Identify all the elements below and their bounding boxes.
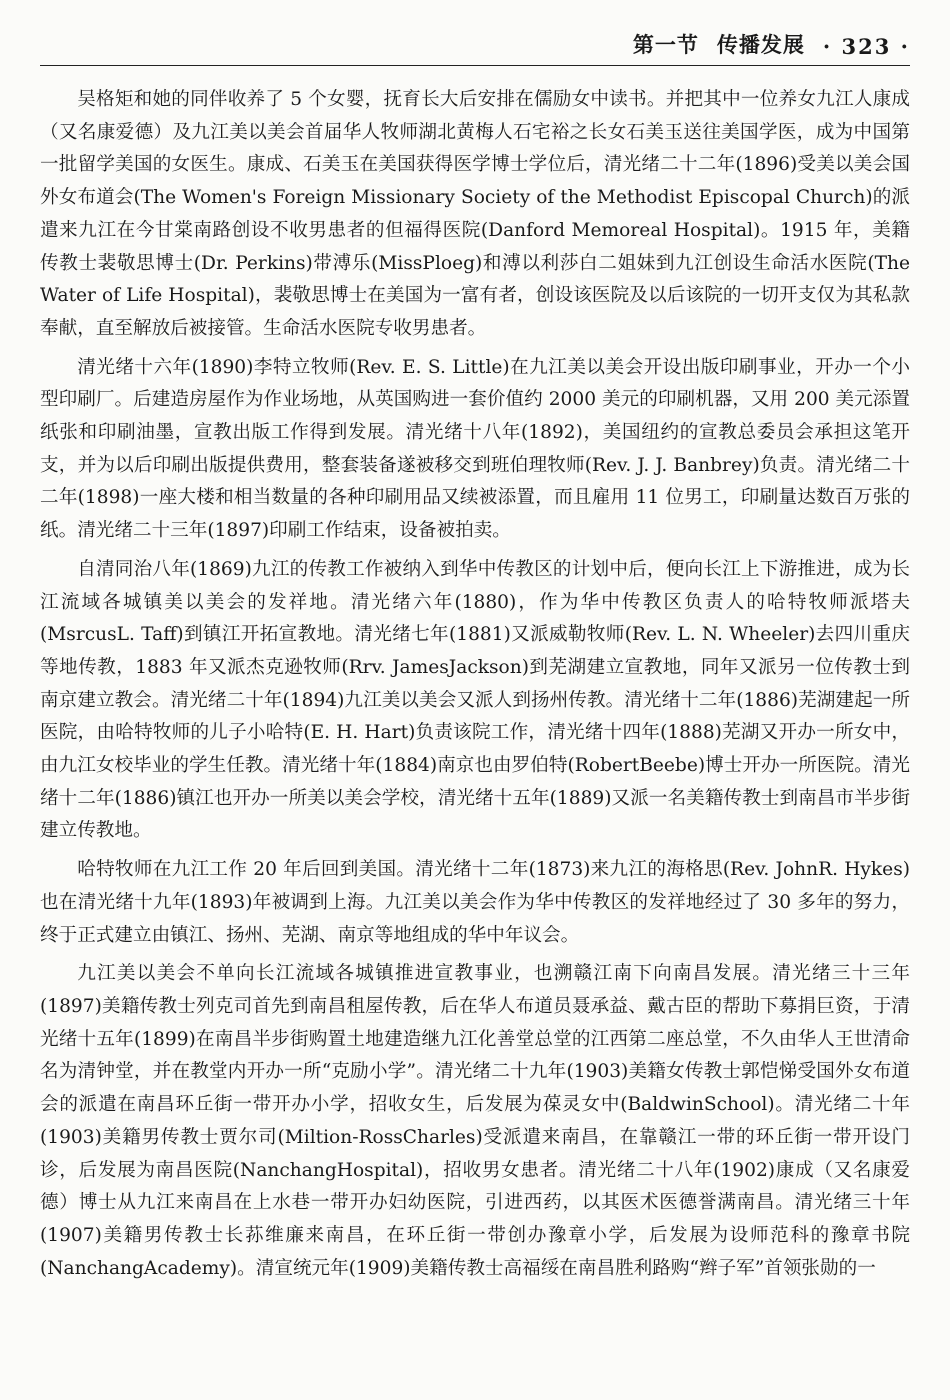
- paragraph: 自清同治八年(1869)九江的传教工作被纳入到华中传教区的计划中后，便向长江上下游推进，成为长江流域各城镇美以美会的发祥地。清光绪六年(1880)，作为华中传教区负责人的哈特牧师派塔夫(MsrcusL. Taff)到镇江开拓宣教地。清光绪七年(1881)又派威勒牧师(Rev. L. N. Wheeler)去四川重庆等地传教，1883 年又派杰克逊牧师(Rrv. JamesJackson)到芜湖建立宣教地，同年又派另一位传教士到南京建立教会。清光绪二十年(1894)九江美以美会又派人到扬州传教。清光绪十二年(1886)芜湖建起一所医院，由哈特牧师的儿子小哈特(E. H. Hart)负责该院工作，清光绪十四年(1888)芜湖又开办一所女中，由九江女校毕业的学生任教。清光绪十年(1884)南京也由罗伯特(RobertBeebe)博士开办一所医院。清光绪十二年(1886)镇江也开办一所美以美会学校，清光绪十五年(1889)又派一名美籍传教士到南昌市半步街建立传教地。: [40, 558, 910, 842]
- running-header: [40, 30, 910, 66]
- paragraph: 清光绪十六年(1890)李特立牧师(Rev. E. S. Little)在九江美以美会开设出版印刷事业，开办一个小型印刷厂。后建造房屋作为作业场地，从英国购进一套价值约 2000 美元的印刷机器，又用 200 美元添置纸张和印刷油墨，宣教出版工作得到发展。清光绪十八年(1892)，美国纽约的宣教总委员会承担这笔开支，并为以后印刷出版提供费用，整套装备遂被移交到班伯理牧师(Rev. J. J. Banbrey)负责。清光绪二十二年(1898)一座大楼和相当数量的各种印刷用品又续被添置，而且雇用 11 位男工，印刷量达数百万张的纸。清光绪二十三年(1897)印刷工作结束，设备被拍卖。: [40, 356, 910, 542]
- page-number: · 323 ·: [822, 34, 910, 59]
- paragraph: 吴格矩和她的同伴收养了 5 个女婴，抚育长大后安排在儒励女中读书。并把其中一位养女九江人康成（又名康爱德）及九江美以美会首届华人牧师湖北黄梅人石宅裕之长女石美玉送往美国学医，成为中国第一批留学美国的女医生。康成、石美玉在美国获得医学博士学位后，清光绪二十二年(1896)受美以美会国外女布道会(The Women's Foreign Missionary Society of the Methodist Episcopal Church)的派遣来九江在今甘棠南路创设不收男患者的但福得医院(Danford Memoreal Hospital)。1915 年，美籍传教士裴敬思博士(Dr. Perkins)带溥乐(MissPloeg)和溥以利莎白二姐妹到九江创设生命活水医院(The Water of Life Hospital)，裴敬思博士在美国为一富有者，创设该医院及以后该院的一切开支仅为其私款奉献，直至解放后被接管。生命活水医院专收男患者。: [40, 89, 910, 339]
- paragraph: 哈特牧师在九江工作 20 年后回到美国。清光绪十二年(1873)来九江的海格思(Rev. JohnR. Hykes)也在清光绪十九年(1893)年被调到上海。九江美以美会作为华中传教区的发祥地经过了 30 多年的努力，终于正式建立由镇江、扬州、芜湖、南京等地组成的华中年议会。: [40, 859, 910, 946]
- section-label: 第一节: [632, 33, 699, 57]
- body-text: [40, 84, 910, 1291]
- section-title: 传播发展: [716, 33, 805, 57]
- paragraph: 九江美以美会不单向长江流域各城镇推进宣教事业，也溯赣江南下向南昌发展。清光绪三十三年(1897)美籍传教士列克司首先到南昌租屋传教，后在华人布道员聂承益、戴古臣的帮助下募捐巨资，于清光绪十五年(1899)在南昌半步街购置土地建造继九江化善堂总堂的江西第二座总堂，不久由华人王世清命名为清钟堂，并在教堂内开办一所“克励小学”。清光绪二十九年(1903)美籍女传教士郭恺悌受国外女布道会的派遣在南昌环丘街一带开办小学，招收女生，后发展为葆灵女中(BaldwinSchool)。清光绪二十年(1903)美籍男传教士贾尔司(Miltion-RossCharles)受派遣来南昌，在靠赣江一带的环丘街一带开设门诊，后发展为南昌医院(NanchangHospital)，招收男女患者。清光绪二十八年(1902)康成（又名康爱德）博士从九江来南昌在上水巷一带开办妇幼医院，引进西药，以其医术医德誉满南昌。清光绪三十年(1907)美籍男传教士长荪维廉来南昌，在环丘街一带创办豫章小学，后发展为设师范科的豫章书院(NanchangAcademy)。清宣统元年(1909)美籍传教士高福绥在南昌胜利路购“辫子军”首领张勋的一: [40, 963, 910, 1279]
